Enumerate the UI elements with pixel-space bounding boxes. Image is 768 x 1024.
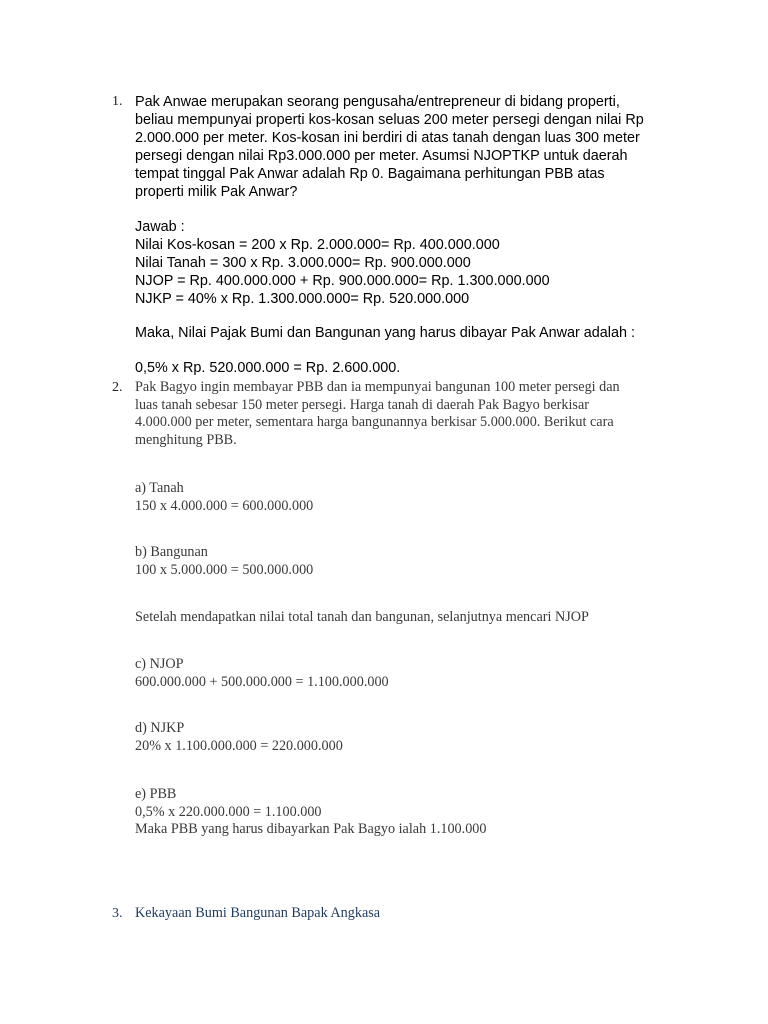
q2-question-line: Pak Bagyo ingin membayar PBB dan ia mempunyai bangunan 100 meter persegi dan	[135, 379, 620, 395]
q2-step-e	[135, 786, 486, 839]
q1-question	[135, 93, 644, 201]
q1-question-line: beliau mempunyai properti kos-kosan seluas 200 meter persegi dengan nilai Rp	[135, 112, 644, 128]
q1-answer-heading: Jawab :	[135, 219, 185, 235]
q2-question-line: menghitung PBB.	[135, 431, 237, 448]
q2-step-b	[135, 544, 313, 579]
q1-question-line: properti milik Pak Anwar?	[135, 184, 298, 200]
q2-question-line: 4.000.000 per meter, sementara harga bangunannya berkisar 5.000.000. Berikut cara	[135, 414, 614, 431]
q2-step-e-conclusion: Maka PBB yang harus dibayarkan Pak Bagyo ialah 1.100.000	[135, 821, 487, 838]
q2-step-c-calc: 600.000.000 + 500.000.000 = 1.100.000.000	[135, 673, 389, 690]
q2-step-a-calc: 150 x 4.000.000 = 600.000.000	[135, 497, 314, 514]
q2-step-a-label: a) Tanah	[135, 480, 184, 496]
q2-question	[135, 379, 620, 449]
q2-step-e-calc: 0,5% x 220.000.000 = 1.100.000	[135, 803, 322, 820]
q1-question-line: persegi dengan nilai Rp3.000.000 per meter. Asumsi NJOPTKP untuk daerah	[135, 148, 628, 164]
q2-step-b-label: b) Bangunan	[135, 544, 208, 560]
q1-question-line: tempat tinggal Pak Anwar adalah Rp 0. Bagaimana perhitungan PBB atas	[135, 166, 605, 182]
q2-step-b-calc: 100 x 5.000.000 = 500.000.000	[135, 561, 314, 578]
q1-answer-line: NJOP = Rp. 400.000.000 + Rp. 900.000.000= Rp. 1.300.000.000	[135, 273, 550, 289]
q1-answer-line: Nilai Kos-kosan = 200 x Rp. 2.000.000= Rp. 400.000.000	[135, 237, 500, 253]
q2-question-line: luas tanah sebesar 150 meter persegi. Harga tanah di daerah Pak Bagyo berkisar	[135, 396, 589, 413]
q2-step-e-label: e) PBB	[135, 786, 177, 802]
q1-answer	[135, 236, 550, 308]
q2-step-c	[135, 656, 389, 691]
q2-step-d	[135, 720, 343, 755]
q2-step-a	[135, 480, 313, 515]
q2-number: 2.	[112, 380, 123, 395]
q1-question-line: Pak Anwae merupakan seorang pengusaha/entrepreneur di bidang properti,	[135, 94, 620, 110]
q2-note: Setelah mendapatkan nilai total tanah dan bangunan, selanjutnya mencari NJOP	[135, 609, 589, 625]
q1-answer-line: Nilai Tanah = 300 x Rp. 3.000.000= Rp. 900.000.000	[135, 255, 471, 271]
q3-title: Kekayaan Bumi Bangunan Bapak Angkasa	[135, 905, 381, 921]
q1-result: 0,5% x Rp. 520.000.000 = Rp. 2.600.000.	[135, 360, 401, 376]
q1-number: 1.	[112, 94, 123, 109]
q3-number: 3.	[112, 906, 123, 921]
q1-conclusion: Maka, Nilai Pajak Bumi dan Bangunan yang harus dibayar Pak Anwar adalah :	[135, 325, 635, 341]
q1-question-line: 2.000.000 per meter. Kos-kosan ini berdiri di atas tanah dengan luas 300 meter	[135, 130, 640, 146]
q1-answer-line: NJKP = 40% x Rp. 1.300.000.000= Rp. 520.000.000	[135, 291, 470, 307]
q2-step-c-label: c) NJOP	[135, 656, 184, 672]
q2-step-d-calc: 20% x 1.100.000.000 = 220.000.000	[135, 737, 343, 754]
q2-step-d-label: d) NJKP	[135, 720, 185, 736]
